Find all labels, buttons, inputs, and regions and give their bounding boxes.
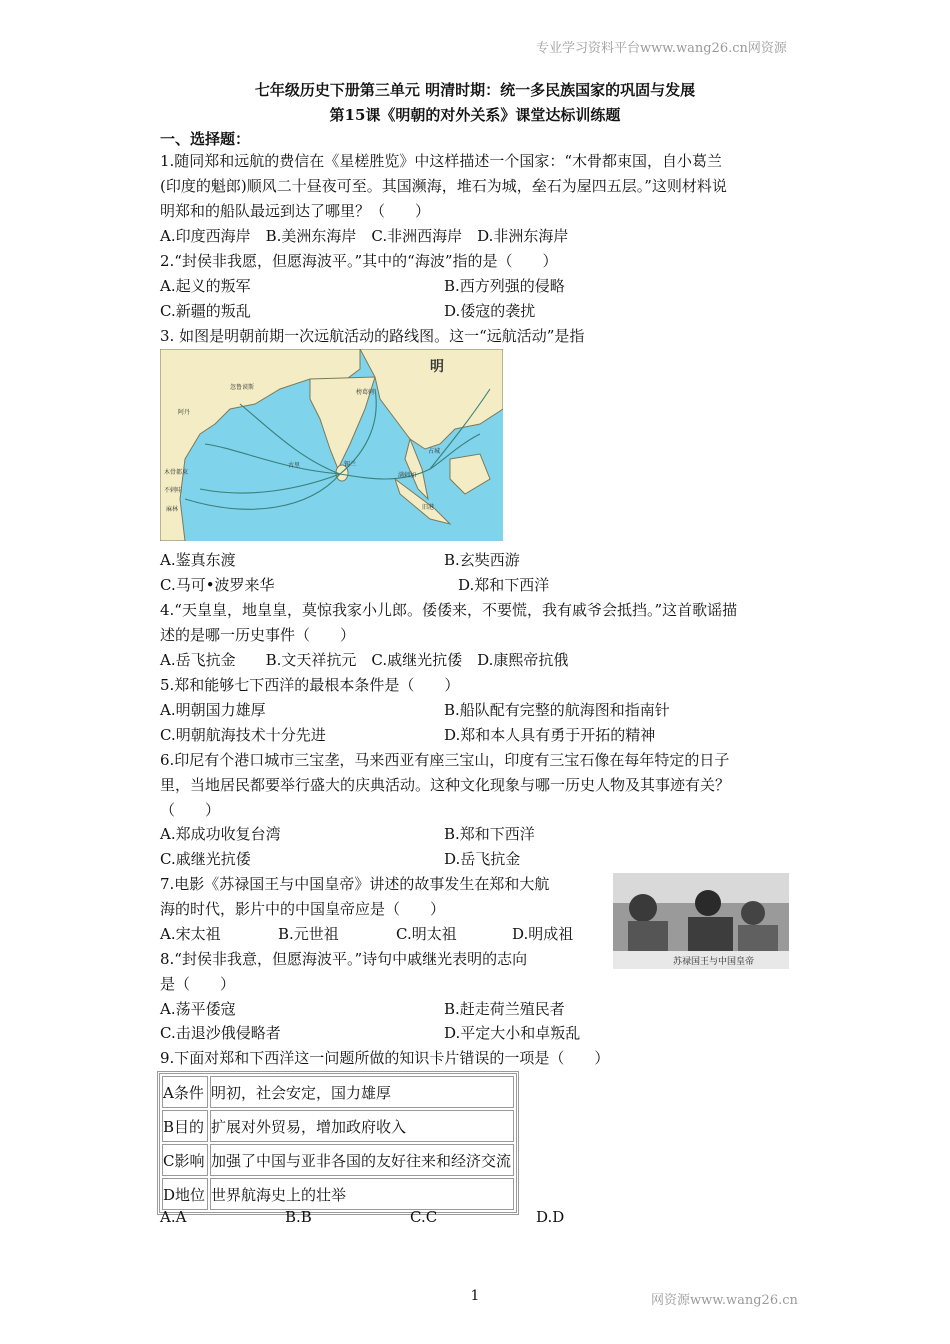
map-label: 木骨都束 [164, 469, 189, 476]
document-title: 七年级历史下册第三单元 明清时期：统一多民族国家的巩固与发展 [254, 81, 696, 99]
q4-text: 述的是哪一历史事件（ ） [160, 626, 356, 644]
q4-options: A.岳飞抗金 B.文天祥抗元 C.戚继光抗倭 D.康熙帝抗俄 [160, 651, 569, 669]
q3-option-a: A.鉴真东渡 [160, 551, 236, 569]
lesson-title: 第15课《明朝的对外关系》课堂达标训练题 [329, 106, 621, 124]
q9-option-d: D.D [536, 1208, 565, 1226]
q2-option-a: A.起义的叛军 [160, 277, 251, 295]
q2-option-d: D.倭寇的袭扰 [444, 302, 536, 320]
q1-text: (印度的魁郎)顺风二十昼夜可至。其国濒海，堆石为城，垒石为屋四五层。”这则材料说 [160, 177, 727, 195]
header-watermark: 专业学习资料平台www.wang26.cn网资源 [536, 41, 787, 56]
q3-option-d: D.郑和下西洋 [458, 576, 550, 594]
q6-option-c: C.戚继光抗倭 [160, 850, 251, 868]
q6-text: 里，当地居民都要举行盛大的庆典活动。这种文化现象与哪一历史人物及其事迹有关？ [160, 776, 731, 794]
q7-option-c: C.明太祖 [396, 925, 457, 943]
q5-option-b: B.船队配有完整的航海图和指南针 [444, 701, 670, 719]
map-label: 旧港 [422, 504, 435, 511]
page-number: 1 [470, 1288, 480, 1304]
map-label: 不剌哇 [164, 487, 183, 494]
q3-option-c: C.马可•波罗来华 [160, 576, 275, 594]
card-value: 加强了中国与亚非各国的友好往来和经济交流 [210, 1144, 514, 1176]
poster-graphic [613, 873, 789, 969]
map-label: 锡兰 [344, 461, 357, 468]
map-label: 古里 [288, 462, 301, 469]
q1-options: A.印度西海岸 B.美洲东海岸 C.非洲西海岸 D.非洲东海岸 [160, 227, 569, 245]
q3-option-b: B.玄奘西游 [444, 551, 520, 569]
q2-option-b: B.西方列强的侵略 [444, 277, 565, 295]
q9-option-b: B.B [285, 1208, 312, 1226]
q1-text: 明郑和的船队最远到达了哪里？（ ） [160, 202, 431, 220]
q8-option-a: A.荡平倭寇 [160, 1000, 236, 1018]
section-heading: 一、选择题： [160, 130, 251, 148]
q6-text: （ ） [160, 801, 221, 819]
q7-option-b: B.元世祖 [278, 925, 339, 943]
q8-option-d: D.平定大小和卓叛乱 [444, 1024, 581, 1042]
q5-option-d: D.郑和本人具有勇于开拓的精神 [444, 726, 656, 744]
q5-text: 5.郑和能够七下西洋的最根本条件是（ ） [160, 676, 460, 694]
borneo-island [450, 454, 490, 494]
q6-text: 6.印尼有个港口城市三宝垄，马来西亚有座三宝山，印度有三宝石像在每年特定的日子 [160, 751, 730, 769]
card-value: 扩展对外贸易，增加政府收入 [210, 1110, 514, 1142]
q5-option-a: A.明朝国力雄厚 [160, 701, 266, 719]
q4-text: 4.“天皇皇，地皇皇，莫惊我家小儿郎。倭倭来，不要慌，我有戚爷会抵挡。”这首歌谣描 [160, 601, 738, 619]
table-row [162, 1076, 514, 1108]
q1-text: 1.随同郑和远航的费信在《星槎胜览》中这样描述一个国家：“木骨都束国，自小葛兰 [160, 152, 722, 170]
q6-option-a: A.郑成功收复台湾 [160, 825, 281, 843]
card-key: C影响 [162, 1144, 208, 1176]
q9-text: 9.下面对郑和下西洋这一问题所做的知识卡片错误的一项是（ ） [160, 1049, 610, 1067]
map-label-ming: 明 [430, 359, 444, 375]
q7-option-a: A.宋太祖 [160, 925, 221, 943]
q8-text: 8.“封侯非我意，但愿海波平。”诗句中戚继光表明的志向 [160, 950, 528, 968]
table-row [162, 1178, 514, 1210]
movie-poster [613, 873, 789, 969]
map-label: 占城 [428, 448, 441, 455]
q8-option-c: C.击退沙俄侵略者 [160, 1024, 281, 1042]
table-row [162, 1110, 514, 1142]
card-key: B目的 [162, 1110, 208, 1142]
footer-watermark: 网资源www.wang26.cn [651, 1293, 798, 1308]
q2-text: 2.“封侯非我愿，但愿海波平。”其中的“海波”指的是（ ） [160, 252, 558, 270]
map-label: 榜葛剌 [356, 389, 375, 396]
voyage-route-map [160, 349, 503, 541]
q9-option-c: C.C [410, 1208, 438, 1226]
card-key: D地位 [162, 1178, 208, 1210]
card-key: A条件 [162, 1076, 208, 1108]
q9-option-a: A.A [160, 1208, 187, 1226]
map-label: 忽鲁谟斯 [230, 384, 255, 391]
q5-option-c: C.明朝航海技术十分先进 [160, 726, 326, 744]
map-graphic [160, 349, 503, 541]
q2-option-c: C.新疆的叛乱 [160, 302, 251, 320]
q6-option-b: B.郑和下西洋 [444, 825, 535, 843]
q7-text: 海的时代，影片中的中国皇帝应是（ ） [160, 900, 446, 918]
table-row [162, 1144, 514, 1176]
knowledge-card-table [157, 1071, 519, 1215]
card-value: 明初，社会安定，国力雄厚 [210, 1076, 514, 1108]
map-label: 麻林 [166, 506, 179, 513]
card-value: 世界航海史上的壮举 [210, 1178, 514, 1210]
poster-caption: 苏禄国王与中国皇帝 [673, 957, 755, 967]
q6-option-d: D.岳飞抗金 [444, 850, 521, 868]
map-label: 满剌加 [398, 472, 417, 479]
map-label: 阿丹 [178, 409, 191, 416]
q8-option-b: B.赶走荷兰殖民者 [444, 1000, 565, 1018]
q7-text: 7.电影《苏禄国王与中国皇帝》讲述的故事发生在郑和大航 [160, 875, 550, 893]
q7-option-d: D.明成祖 [512, 925, 574, 943]
q8-text: 是（ ） [160, 975, 236, 993]
q3-text: 3. 如图是明朝前期一次远航活动的路线图。这一“远航活动”是指 [160, 327, 585, 345]
